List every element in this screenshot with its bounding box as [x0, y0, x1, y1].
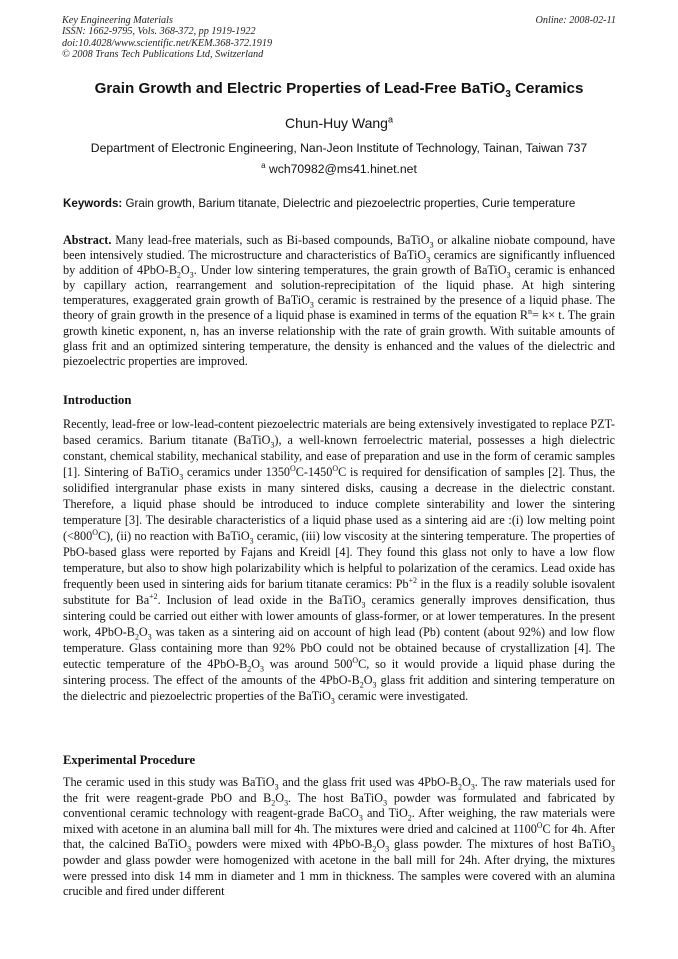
intro-text: ceramics under 1350	[183, 465, 291, 479]
intro-text: in the flux is a readily soluble isovalent substitute for Ba	[63, 577, 615, 607]
issn-line: ISSN: 1662-9795, Vols. 368-372, pp 1919-1922	[62, 26, 256, 38]
exp-text: glass powder. The mixtures of host BaTiO	[389, 837, 612, 852]
exp-text: and TiO	[362, 806, 408, 821]
subscript: 2	[458, 782, 463, 792]
intro-text: ceramics generally improves densification, thus sintering could be carried out either with lower amounts of glass-former, or at lower temperatures. In the present work, 4PbO-B	[63, 593, 615, 639]
introduction-heading: Introduction	[63, 393, 132, 407]
affiliation: Department of Electronic Engineering, Nan-Jeon Institute of Technology, Tainan, Taiwan 737	[90, 141, 588, 155]
subscript: 3	[274, 782, 279, 792]
title-text: Grain Growth and Electric Properties of Lead-Free BaTiO	[94, 80, 506, 97]
subscript: 3	[147, 632, 152, 642]
intro-text: Recently, lead-free or low-lead-content piezoelectric materials are being extensively investigated to replace PZT-based ceramics. Barium titanate (BaTiO	[63, 417, 615, 447]
subscript: 3	[330, 696, 335, 706]
subscript: 2	[176, 270, 181, 280]
abstract-text: . Under low sintering temperatures, the grain growth of BaTiO	[193, 263, 507, 278]
email-mark: a	[261, 160, 266, 170]
subscript: 3	[189, 270, 194, 280]
subscript: 3	[372, 680, 377, 690]
doi-line[interactable]: doi:10.4028/www.scientific.net/KEM.368-372.1919	[62, 37, 273, 49]
abstract-text: ceramics are significantly influenced by addition of 4PbO-B	[63, 248, 615, 278]
title-subscript: 3	[505, 89, 511, 101]
intro-text: glass frit addition and sintering temperature on the dielectric and piezoelectric properties of the BaTiO	[63, 673, 615, 703]
intro-text: O	[138, 625, 148, 639]
subscript: 3	[260, 664, 264, 674]
exp-text: powder was formulated and fabricated by conventional ceramic technology with reagent-grade BaCO	[63, 790, 615, 821]
online-date: Online: 2008-02-11	[535, 15, 616, 26]
author-name	[30, 115, 648, 131]
keywords-label: Keywords:	[63, 197, 123, 210]
superscript: O	[536, 820, 543, 830]
intro-text: O	[363, 673, 373, 687]
exp-text: O	[275, 790, 285, 805]
copyright-line: © 2008 Trans Tech Publications Ltd, Switzerland	[62, 49, 264, 61]
subscript: 3	[429, 240, 434, 250]
superscript: O	[92, 527, 98, 537]
email-address[interactable]: wch70982@ms41.hinet.net	[265, 162, 417, 176]
abstract-text: = k× t. The grain growth kinetic exponent, n, has an inverse relationship with the rate of grain growth. With suitable amounts of glass frit and an optimized sintering temperature, the density is enhanced and the values of the dielectric and piezoelectric properties are improved.	[63, 308, 615, 368]
subscript: 3	[309, 300, 314, 310]
intro-text: ), a well-known ferroelectric material, possesses a high dielectric constant, chemical stability, mechanical stability, and ease of preparation and use in the form of ceramic samples [1]. Sintering of BaTiO	[63, 433, 615, 479]
intro-text: was around 500	[263, 657, 353, 671]
exp-text: powder and glass powder were homogenized with acetone in the ball mill for 24h. After drying, the mixtures were pressed into disk 14 mm in diameter and 1 mm in thickness. The samples were covered with an alumina crucible and fired under different	[63, 852, 615, 899]
subscript: 3	[187, 844, 192, 854]
subscript: 3	[358, 813, 363, 823]
experimental-heading: Experimental Procedure	[63, 753, 196, 767]
superscript: O	[332, 463, 339, 473]
intro-text: C), (ii) no reaction with BaTiO	[97, 529, 250, 543]
author-mark: a	[387, 114, 394, 125]
subscript: 3	[179, 472, 184, 482]
experimental-text	[63, 775, 615, 900]
introduction-text	[63, 416, 615, 704]
intro-text: was taken as a sintering aid on account of high lead (Pb) content (about 92%) and low flow temperature. Glass containing more than 92% PbO could not be obtained because of crystallization [4]. The eutectic temperature of the 4PbO-B	[63, 625, 615, 671]
exp-text: C for 4h. After that, the calcined BaTiO	[63, 821, 615, 852]
exp-text: O	[462, 775, 471, 789]
superscript: +2	[408, 575, 418, 585]
abstract-label: Abstract.	[63, 233, 112, 247]
subscript: 2	[372, 844, 377, 854]
subscript: 2	[134, 632, 139, 642]
journal-name: Key Engineering Materials	[62, 15, 173, 26]
superscript: O	[352, 655, 359, 665]
abstract-text: Many lead-free materials, such as Bi-based compounds, BaTiO	[111, 233, 430, 247]
superscript: +2	[149, 591, 158, 601]
journal-header	[62, 15, 616, 61]
abstract-text: ceramic is restrained by the presence of a liquid phase. The theory of grain growth in the presence of a liquid phase is examined in terms of the equation R	[63, 293, 615, 323]
superscript: n	[528, 307, 532, 317]
subscript: 2	[407, 813, 412, 823]
subscript: 3	[361, 600, 366, 610]
paper-title	[30, 80, 648, 101]
subscript: 3	[385, 844, 390, 854]
subscript: 3	[383, 798, 388, 808]
superscript: O	[290, 463, 296, 473]
exp-text: . The host BaTiO	[288, 790, 384, 805]
intro-text: ceramic were investigated.	[334, 689, 469, 703]
subscript: 3	[270, 440, 275, 450]
intro-text: . Inclusion of lead oxide in the BaTiO	[157, 593, 362, 607]
exp-text: . The raw materials used for the frit were reagent-grade PbO and B	[63, 775, 615, 805]
author-text: Chun-Huy Wang	[284, 115, 388, 131]
email-line	[30, 162, 648, 176]
subscript: 2	[271, 798, 276, 808]
exp-text: powders were mixed with 4PbO-B	[191, 837, 373, 852]
abstract-text: ceramic is enhanced by capillary action, rearrangement and solution-reprecipitation of the liquid phase. At high sintering temperatures, exaggerated grain growth of BaTiO	[63, 263, 615, 308]
subscript: 3	[249, 536, 254, 546]
intro-text: C-1450	[295, 465, 333, 479]
subscript: 2	[359, 680, 364, 690]
title-tail: Ceramics	[510, 80, 584, 97]
abstract-text: or alkaline niobate compound, have been intensively studied. The microstructure and characteristics of BaTiO	[63, 233, 615, 263]
subscript: 2	[247, 664, 252, 674]
exp-text: The ceramic used in this study was BaTiO	[63, 775, 275, 789]
subscript: 3	[426, 255, 431, 265]
keywords-text: Grain growth, Barium titanate, Dielectric and piezoelectric properties, Curie temperature	[122, 197, 576, 210]
keywords	[63, 197, 619, 210]
intro-text: ceramic, (iii) low viscosity at the sintering temperature. The properties of PbO-based glass were reported by Fajans and Kreidl [4]. They found this glass not only to have a low flow temperature, but also to show high polarizability which is helpful to polarization of the ceramics. Lead oxide has frequently been used in sintering aids for barium titanate ceramics: Pb	[63, 529, 615, 591]
intro-text: O	[251, 657, 260, 671]
exp-text: . After weighing, the raw materials were mixed with acetone in an alumina ball mill for 4h. The mixtures were dried and calcined at 1100	[63, 806, 615, 836]
abstract	[63, 233, 615, 369]
subscript: 3	[470, 782, 475, 792]
exp-text: and the glass frit used was 4PbO-B	[278, 775, 459, 789]
intro-text: C, so it would provide a liquid phase during the sintering process. The effect of the amounts of the 4PbO-B	[63, 657, 615, 687]
subscript: 3	[611, 844, 615, 854]
subscript: 3	[284, 798, 289, 808]
intro-text: C is required for densification of samples [2]. Thus, the solidified intergranular phase exists in many sintered disks, causing a decrease in the dielectric constant. Therefore, a liquid phase should be introduced to induce complete sinterability and lower the sintering temperature [3]. The desirable characteristics of a liquid phase used as a sintering aid are :(i) low melting point (<800	[63, 465, 616, 543]
abstract-text: O	[180, 263, 190, 278]
exp-text: O	[376, 837, 386, 852]
subscript: 3	[506, 270, 511, 280]
